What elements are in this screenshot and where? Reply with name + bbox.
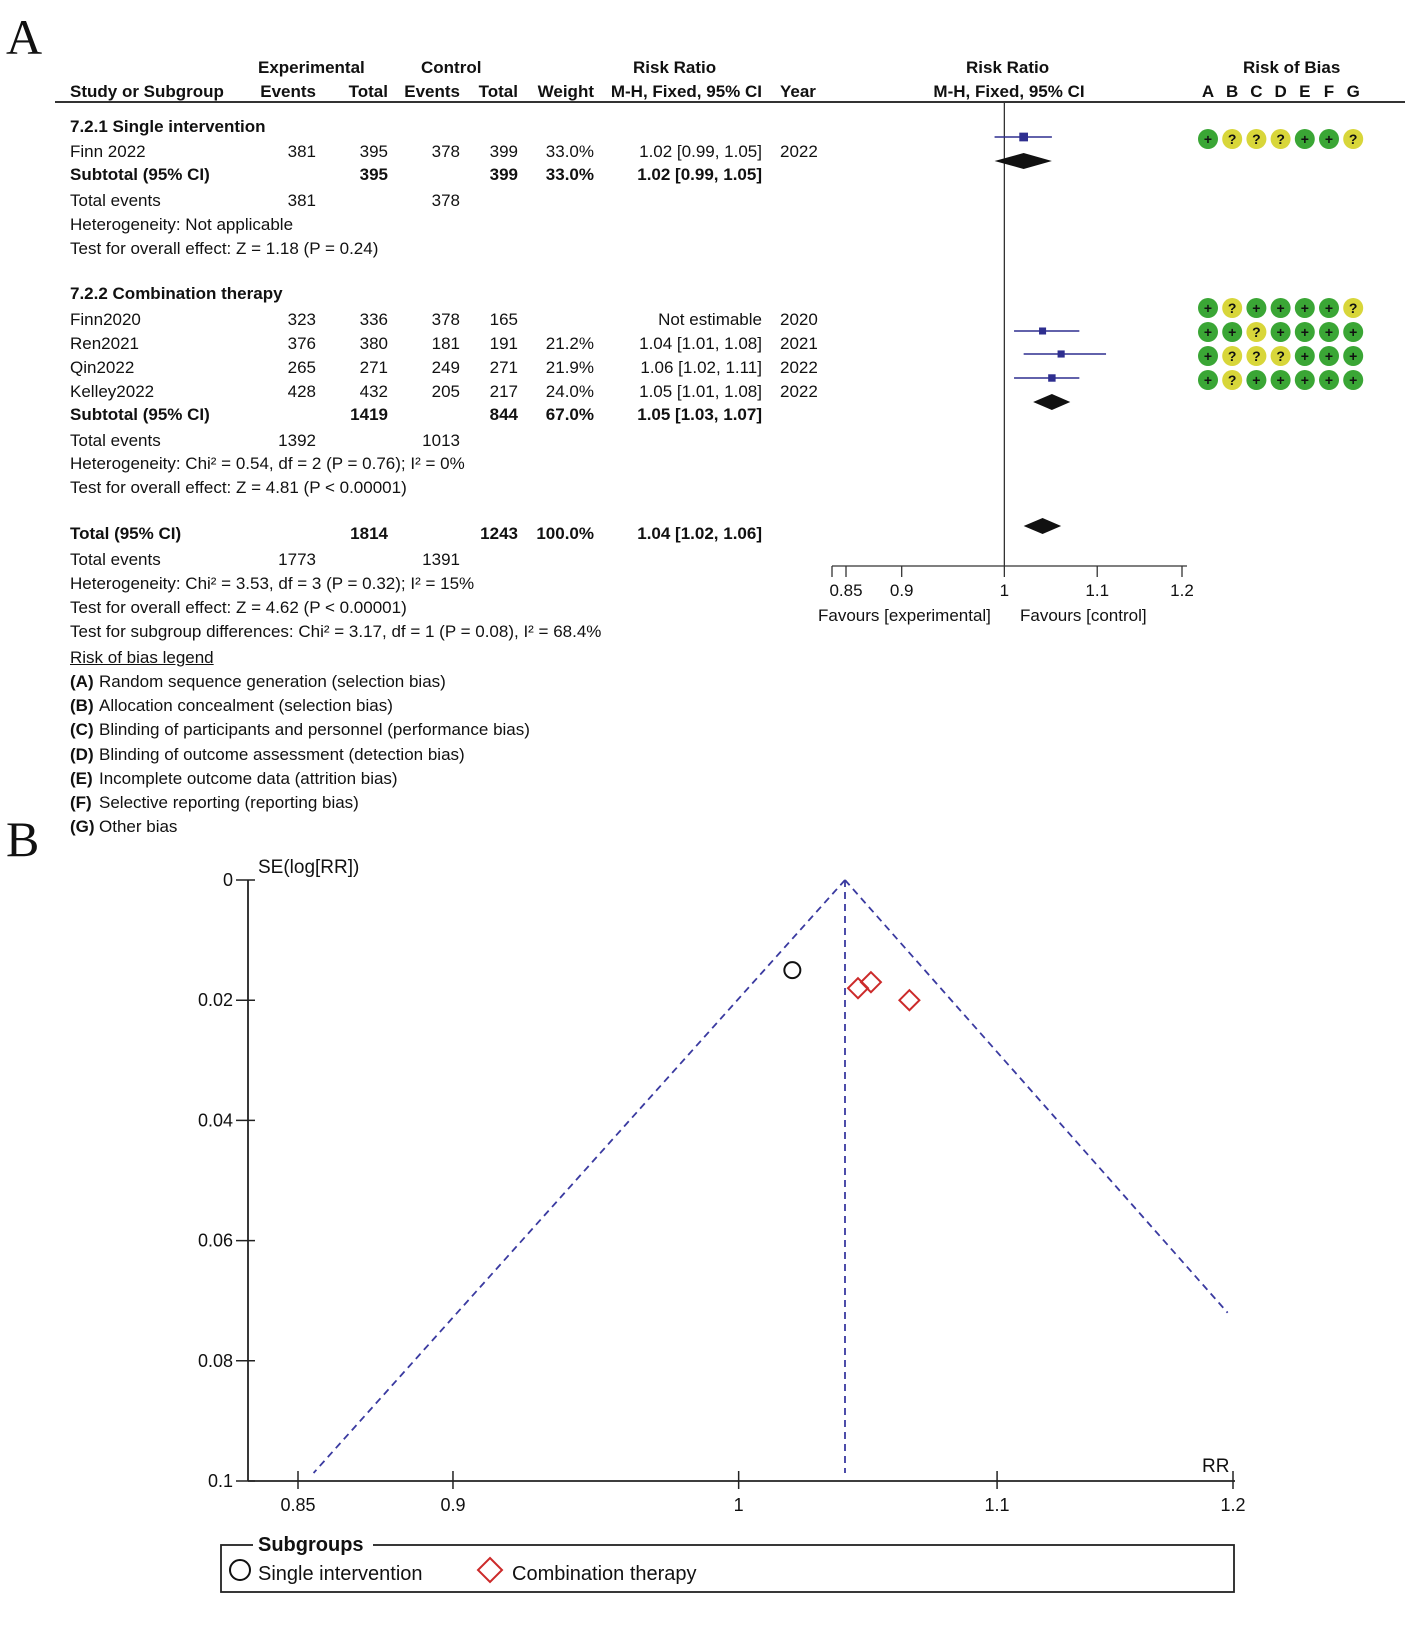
- header-total-exp: Total: [348, 82, 388, 101]
- bias-symbol: +: [1203, 372, 1213, 388]
- bias-symbol: ?: [1227, 372, 1237, 388]
- bias-symbol: ?: [1252, 131, 1261, 147]
- row-cell-ct: 217: [489, 382, 518, 401]
- row-label: Finn2020: [70, 310, 141, 329]
- row-cell-ce: 1013: [422, 431, 460, 450]
- bias-symbol: +: [1324, 348, 1334, 364]
- study-point: [1039, 327, 1046, 334]
- bias-legend-text: Selective reporting (reporting bias): [99, 793, 359, 812]
- funnel-y-tick-label: 0.06: [197, 1230, 233, 1251]
- row-cell-ee: 323: [287, 310, 316, 329]
- bias-symbol: +: [1324, 131, 1334, 147]
- bias-letter: F: [1323, 82, 1335, 101]
- row-label: Heterogeneity: Not applicable: [70, 215, 294, 234]
- bias-symbol: +: [1228, 324, 1237, 340]
- forest-tick-label: 0.9: [889, 581, 914, 600]
- row-label: Kelley2022: [70, 382, 155, 401]
- row-label: Test for overall effect: Z = 4.62 (P < 0.00001): [70, 598, 407, 617]
- row-cell-ee: 376: [287, 334, 316, 353]
- bias-symbol: +: [1276, 300, 1285, 316]
- bias-symbol: ?: [1348, 131, 1358, 147]
- row-label: Test for overall effect: Z = 1.18 (P = 0.24): [70, 239, 379, 258]
- single-intervention-point: [784, 962, 800, 978]
- row-cell-w: 67.0%: [545, 405, 594, 424]
- bias-symbol: ?: [1252, 324, 1261, 340]
- row-cell-ee: 1392: [278, 431, 316, 450]
- legend-combination-therapy: Combination therapy: [512, 1563, 697, 1585]
- bias-symbol: ?: [1252, 348, 1261, 364]
- row-cell-et: 380: [359, 334, 388, 353]
- row-cell-w: 24.0%: [545, 382, 594, 401]
- row-label: Ren2021: [70, 334, 140, 353]
- row-year: 2022: [780, 142, 818, 161]
- row-cell-ci: 1.04 [1.02, 1.06]: [637, 524, 762, 543]
- row-label: Qin2022: [70, 358, 135, 377]
- row-label: Total events: [70, 191, 161, 210]
- funnel-y-tick-label: 0.1: [207, 1471, 233, 1491]
- row-label: 7.2.2 Combination therapy: [70, 284, 283, 303]
- subtotal-diamond: [995, 153, 1052, 169]
- bias-symbol: ?: [1227, 131, 1237, 147]
- legend-circle-icon: [230, 1560, 250, 1580]
- bias-symbol: +: [1349, 324, 1358, 340]
- bias-legend-text: Blinding of participants and personnel (performance bias): [99, 720, 530, 740]
- funnel-x-tick-label: 1.1: [984, 1495, 1010, 1515]
- funnel-right-boundary: [845, 880, 1228, 1313]
- row-cell-ci: Not estimable: [658, 310, 762, 329]
- bias-legend-title: Risk of bias legend: [70, 648, 214, 667]
- row-cell-ci: 1.05 [1.01, 1.08]: [639, 382, 762, 401]
- panel-label-b: B: [6, 811, 40, 867]
- bias-legend-text: Incomplete outcome data (attrition bias): [99, 768, 398, 788]
- row-cell-ce: 1391: [422, 550, 460, 569]
- row-cell-ee: 381: [287, 142, 316, 161]
- bias-legend-key: (C): [70, 720, 94, 740]
- row-cell-ce: 378: [431, 310, 460, 329]
- bias-legend-key: (F): [70, 793, 92, 812]
- bias-symbol: +: [1203, 300, 1213, 316]
- header-experimental: Experimental: [258, 58, 365, 77]
- funnel-y-tick-label: 0.04: [197, 1110, 233, 1131]
- bias-letter: D: [1274, 82, 1287, 101]
- row-cell-et: 395: [359, 142, 388, 161]
- row-year: 2021: [780, 334, 818, 353]
- row-year: 2022: [780, 382, 818, 401]
- forest-tick-label: 1.2: [1170, 581, 1194, 600]
- study-point: [1048, 374, 1055, 381]
- combination-therapy-point: [848, 978, 868, 998]
- forest-tick-label: 1.1: [1085, 581, 1110, 600]
- row-cell-ci: 1.06 [1.02, 1.11]: [640, 358, 762, 377]
- bias-symbol: +: [1252, 300, 1261, 316]
- legend-diamond-icon: [478, 1558, 502, 1582]
- bias-legend-key: (D): [70, 744, 94, 764]
- row-label: Subtotal (95% CI): [70, 165, 210, 184]
- header-year: Year: [780, 82, 816, 101]
- bias-symbol: ?: [1227, 300, 1237, 316]
- bias-symbol: +: [1203, 324, 1213, 340]
- row-cell-ct: 399: [489, 165, 518, 184]
- bias-letter: G: [1346, 82, 1360, 101]
- row-cell-w: 100.0%: [536, 524, 594, 543]
- row-label: Subtotal (95% CI): [70, 405, 210, 424]
- bias-symbol: ?: [1227, 348, 1237, 364]
- row-cell-ce: 205: [431, 382, 460, 401]
- row-cell-ci: 1.05 [1.03, 1.07]: [637, 405, 762, 424]
- bias-letter: E: [1299, 82, 1311, 101]
- row-label: Total events: [70, 550, 161, 569]
- bias-symbol: ?: [1276, 131, 1285, 147]
- bias-symbol: ?: [1348, 300, 1358, 316]
- row-cell-ee: 1773: [278, 550, 316, 569]
- bias-symbol: +: [1349, 348, 1358, 364]
- row-label: Total events: [70, 431, 161, 450]
- header-risk-ratio-plot: Risk Ratio: [966, 58, 1050, 77]
- forest-tick-label: 0.85: [829, 581, 863, 600]
- bias-symbol: ?: [1276, 348, 1285, 364]
- header-total-ctrl: Total: [478, 82, 518, 101]
- header-study: Study or Subgroup: [70, 82, 224, 101]
- row-cell-et: 336: [359, 310, 388, 329]
- header-weight: Weight: [537, 82, 594, 101]
- header-method: M-H, Fixed, 95% CI: [610, 82, 762, 101]
- total-diamond: [1024, 518, 1061, 534]
- row-label: Finn 2022: [70, 142, 146, 161]
- forest-plot: [832, 101, 1187, 577]
- study-point: [1058, 350, 1065, 357]
- row-cell-ct: 399: [489, 142, 518, 161]
- bias-legend-text: Blinding of outcome assessment (detection bias): [99, 744, 465, 764]
- risk-of-bias-grid: [1198, 129, 1363, 390]
- row-year: 2022: [780, 358, 818, 377]
- header-control: Control: [421, 58, 482, 77]
- row-label: Test for subgroup differences: Chi² = 3.17, df = 1 (P = 0.08), I² = 68.4%: [70, 622, 602, 641]
- row-cell-ce: 181: [431, 334, 460, 353]
- header-events-exp: Events: [260, 82, 316, 101]
- bias-legend-key: (G): [70, 817, 95, 837]
- bias-legend-text: Random sequence generation (selection bias): [99, 672, 446, 691]
- bias-legend-key: (E): [70, 768, 93, 788]
- subtotal-diamond: [1033, 394, 1070, 410]
- forest-tick-label: 1: [999, 581, 1010, 600]
- funnel-x-axis-title: RR: [1202, 1456, 1230, 1477]
- bias-symbol: +: [1300, 372, 1309, 388]
- row-cell-ct: 1243: [480, 524, 518, 543]
- bias-symbol: +: [1349, 372, 1358, 388]
- funnel-x-tick-label: 1.2: [1220, 1495, 1246, 1515]
- row-cell-ci: 1.02 [0.99, 1.05]: [639, 142, 762, 161]
- header-risk-of-bias: Risk of Bias: [1243, 58, 1341, 77]
- row-label: 7.2.1 Single intervention: [70, 117, 266, 136]
- bias-symbol: +: [1324, 300, 1334, 316]
- row-cell-ct: 165: [489, 310, 518, 329]
- study-point: [1019, 133, 1028, 142]
- bias-legend-text: Other bias: [99, 817, 178, 837]
- favours-right-label: Favours [control]: [1020, 606, 1147, 625]
- combination-therapy-point: [861, 972, 881, 992]
- row-cell-et: 1419: [350, 405, 388, 424]
- funnel-x-tick-label: 0.9: [440, 1495, 466, 1515]
- row-year: 2020: [780, 310, 818, 329]
- bias-symbol: +: [1300, 300, 1309, 316]
- row-cell-et: 271: [359, 358, 388, 377]
- row-cell-ee: 265: [287, 358, 316, 377]
- bias-letter: C: [1250, 82, 1263, 101]
- row-cell-et: 432: [359, 382, 388, 401]
- row-cell-ct: 191: [489, 334, 518, 353]
- funnel-left-boundary: [314, 880, 845, 1473]
- row-label: Heterogeneity: Chi² = 3.53, df = 3 (P = 0.32); I² = 15%: [70, 574, 475, 593]
- bias-symbol: +: [1276, 372, 1285, 388]
- row-cell-ce: 249: [431, 358, 460, 377]
- bias-symbol: +: [1300, 324, 1309, 340]
- row-label: Total (95% CI): [70, 524, 182, 543]
- row-cell-ee: 428: [287, 382, 316, 401]
- row-cell-ce: 378: [431, 142, 460, 161]
- combination-therapy-point: [899, 990, 919, 1010]
- bias-legend-key: (B): [70, 696, 94, 716]
- funnel-y-tick-label: 0.02: [197, 990, 233, 1011]
- bias-symbol: +: [1203, 131, 1213, 147]
- row-cell-w: 33.0%: [545, 142, 594, 161]
- row-label: Test for overall effect: Z = 4.81 (P < 0.00001): [70, 478, 407, 497]
- bias-legend-key: (A): [70, 672, 94, 691]
- row-label: Heterogeneity: Chi² = 0.54, df = 2 (P = 0.76); I² = 0%: [70, 454, 465, 473]
- bias-symbol: +: [1324, 324, 1334, 340]
- header-events-ctrl: Events: [404, 82, 460, 101]
- header-method-plot: M-H, Fixed, 95% CI: [933, 82, 1085, 101]
- funnel-plot: [198, 857, 1246, 1592]
- row-cell-ce: 378: [431, 191, 460, 210]
- legend-single-intervention: Single intervention: [258, 1563, 423, 1585]
- funnel-y-tick-label: 0: [222, 870, 233, 890]
- funnel-legend-title: Subgroups: [258, 1534, 364, 1556]
- panel-label-a: A: [6, 9, 43, 65]
- row-cell-ee: 381: [287, 191, 316, 210]
- funnel-y-tick-label: 0.08: [197, 1350, 233, 1371]
- funnel-x-tick-label: 0.85: [280, 1495, 316, 1515]
- row-cell-ci: 1.04 [1.01, 1.08]: [639, 334, 762, 353]
- bias-letter: A: [1201, 82, 1215, 101]
- row-cell-et: 1814: [350, 524, 388, 543]
- row-cell-ct: 271: [489, 358, 518, 377]
- bias-symbol: +: [1252, 372, 1261, 388]
- row-cell-ci: 1.02 [0.99, 1.05]: [637, 165, 762, 184]
- bias-symbol: +: [1300, 348, 1309, 364]
- bias-letter: B: [1226, 82, 1239, 101]
- row-cell-et: 395: [359, 165, 388, 184]
- bias-symbol: +: [1324, 372, 1334, 388]
- bias-symbol: +: [1203, 348, 1213, 364]
- bias-legend-text: Allocation concealment (selection bias): [99, 696, 393, 716]
- row-cell-w: 21.2%: [545, 334, 594, 353]
- bias-symbol: +: [1276, 324, 1285, 340]
- funnel-y-axis-title: SE(log[RR]): [258, 857, 360, 878]
- row-cell-ct: 844: [489, 405, 518, 424]
- favours-left-label: Favours [experimental]: [818, 606, 991, 625]
- funnel-x-tick-label: 1: [733, 1495, 744, 1515]
- row-cell-w: 21.9%: [545, 358, 594, 377]
- header-risk-ratio: Risk Ratio: [633, 58, 717, 77]
- bias-symbol: +: [1300, 131, 1309, 147]
- row-cell-w: 33.0%: [545, 165, 594, 184]
